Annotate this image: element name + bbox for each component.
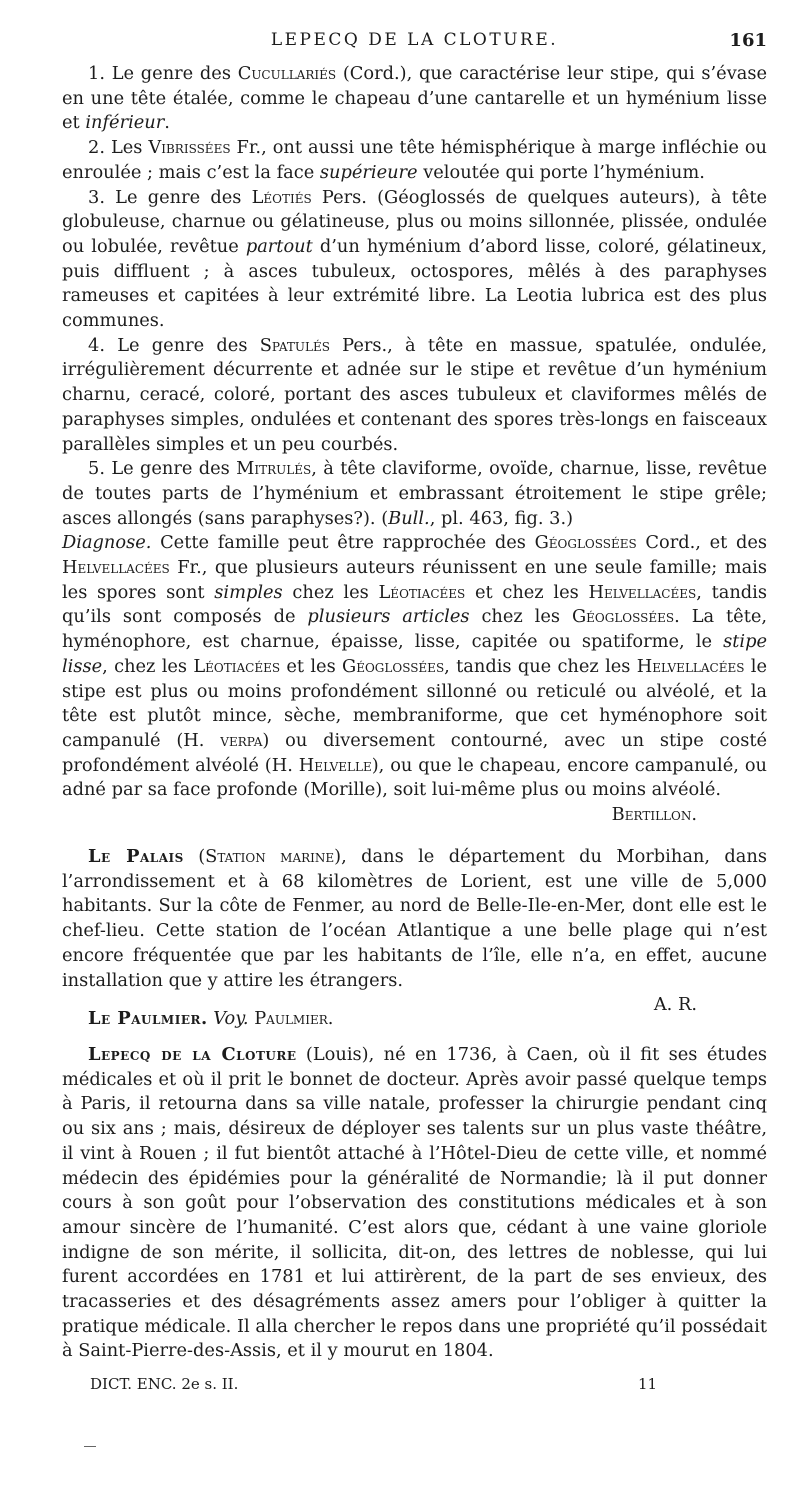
article-genres-block <box>62 62 767 828</box>
entry-head-le-paulmier: Le Paulmier. <box>88 1008 208 1029</box>
entry-head-le-palais: Le Palais <box>88 846 184 867</box>
signature-mark: DICT. ENC. 2e s. II. <box>90 1375 239 1393</box>
signature-bertillon: Bertillon. <box>611 804 697 826</box>
paragraph-5: 5. Le genre des Mitrulés, à tête claviforme, ovoïde, charnue, lisse, revêtue de toutes parts de l’hyménium et embrassant étroitement le stipe grêle; asces allongés (sans paraphyses?). (Bull., pl. 463, fig. 3.) <box>62 458 767 529</box>
entry-head-lepecq: Lepecq de la Cloture <box>88 1044 297 1065</box>
paragraph-4: 4. Le genre des Spatulés Pers., à tête en massue, spatulée, ondulée, irrégulièrement décurrente et adnée sur le stipe et revêtue d’un hyménium charnu, ceracé, coloré, portant des asces tubuleux et claviformes mêlés de paraphyses simples, ondulées et contenant des spores très-longs en faisceaux parallèles simples et un peu courbés. <box>62 334 767 455</box>
running-head: LEPECQ DE LA CLOTURE. <box>270 30 559 50</box>
paragraph-3: 3. Le genre des Léotiés Pers. (Géoglossés de quelques auteurs), à tête globuleuse, charnue ou gélatineuse, plus ou moins sillonnée, plissée, ondulée ou lobulée, revêtue partout d’un hyménium d’abord lisse, coloré, gélatineux, puis diffluent ; à asces tubuleux, octospores, mêlés à des paraphyses rameuses et capitées à leur extrémité libre. La Leotia lubrica est des plus communes. <box>62 186 767 332</box>
article-lepecq <box>62 1043 767 1364</box>
fold-number: 11 <box>638 1375 658 1393</box>
page-header <box>62 30 767 52</box>
margin-mark <box>84 1446 96 1447</box>
page-number: 161 <box>729 30 767 51</box>
paragraph-2: 2. Les Vibrissées Fr., ont aussi une tête hémisphérique à marge infléchie ou enroulée ; mais c’est la face supérieure veloutée qui porte l’hyménium. <box>62 137 767 183</box>
le-palais-paragraph: Le Palais (Station marine), dans le département du Morbihan, dans l’arrondissement et à 68 kilomètres de Lorient, est une ville de 5,000 habitants. Sur la côte de Fenmer, au nord de Belle-Ile-en-Mer, dont elle est le chef-lieu. Cette station de l’océan Atlantique a une belle plage qui n’est encore fréquentée que par les habitants de l’île, elle n’a, en effet, aucune installation que y attire les étrangers. <box>62 846 767 991</box>
lepecq-paragraph: Lepecq de la Cloture (Louis), né en 1736, à Caen, où il fit ses études médicales et où il prit le bonnet de docteur. Après avoir passé quelque temps à Paris, il retourna dans sa ville natale, professer la chirurgie pendant cinq ou six ans ; mais, désireux de déployer ses talents sur un plus vaste théâtre, il vint à Rouen ; il fut bientôt attaché à l’Hôtel-Dieu de cette ville, et nommé médecin des épidémies pour la généralité de Normandie; là il put donner cours à son goût pour l’observation des constitutions médicales et à son amour sincère de l’humanité. C’est alors que, cédant à une vaine gloriole indigne de son mérite, il sollicita, dit-on, des lettres de noblesse, qui lui furent accordées en 1781 et lui attirèrent, de la part de ses envieux, des tracasseries et des désagréments assez amers pour l’obliger à quitter la pratique médicale. Il alla chercher le repos dans une propriété qu’il possédait à Saint-Pierre-des-Assis, et il y mourut en 1804. <box>62 1044 767 1362</box>
diagnose-paragraph: Diagnose. Cette famille peut être rapprochée des Géoglossées Cord., et des Helvellacées Fr., que plusieurs auteurs réunissent en une seule famille; mais les spores sont simples chez les Léotiacées et chez les Helvellacées, tandis qu’ils sont composés de plusieurs articles chez les Géoglossées. La tête, hyménophore, est charnue, épaisse, lisse, capitée ou spatiforme, le stipe lisse, chez les Léotiacées et les Géoglossées, tandis que chez les Helvellacées le stipe est plus ou moins profondément sillonné ou reticulé ou alvéolé, et la tête est plutôt mince, sèche, membraniforme, que cet hyménophore soit campanulé (H. verpa) ou diversement contourné, avec un stipe costé profondément alvéolé (H. Helvelle), ou que le chapeau, encore campanulé, ou adné par sa face profonde (Morille), soit lui-même plus ou moins alvéolé. <box>62 532 768 801</box>
paragraph-1: 1. Le genre des Cucullariés (Cord.), que caractérise leur stipe, qui s’évase en une tête étalée, comme le chapeau d’une cantarelle et un hyménium lisse et inférieur. <box>62 63 767 134</box>
article-le-palais <box>62 845 767 1018</box>
signature-ar: A. R. <box>653 994 697 1016</box>
article-le-paulmier <box>62 1007 767 1032</box>
le-paulmier-paragraph: Le Paulmier. Voy. Paulmier. <box>88 1008 334 1029</box>
